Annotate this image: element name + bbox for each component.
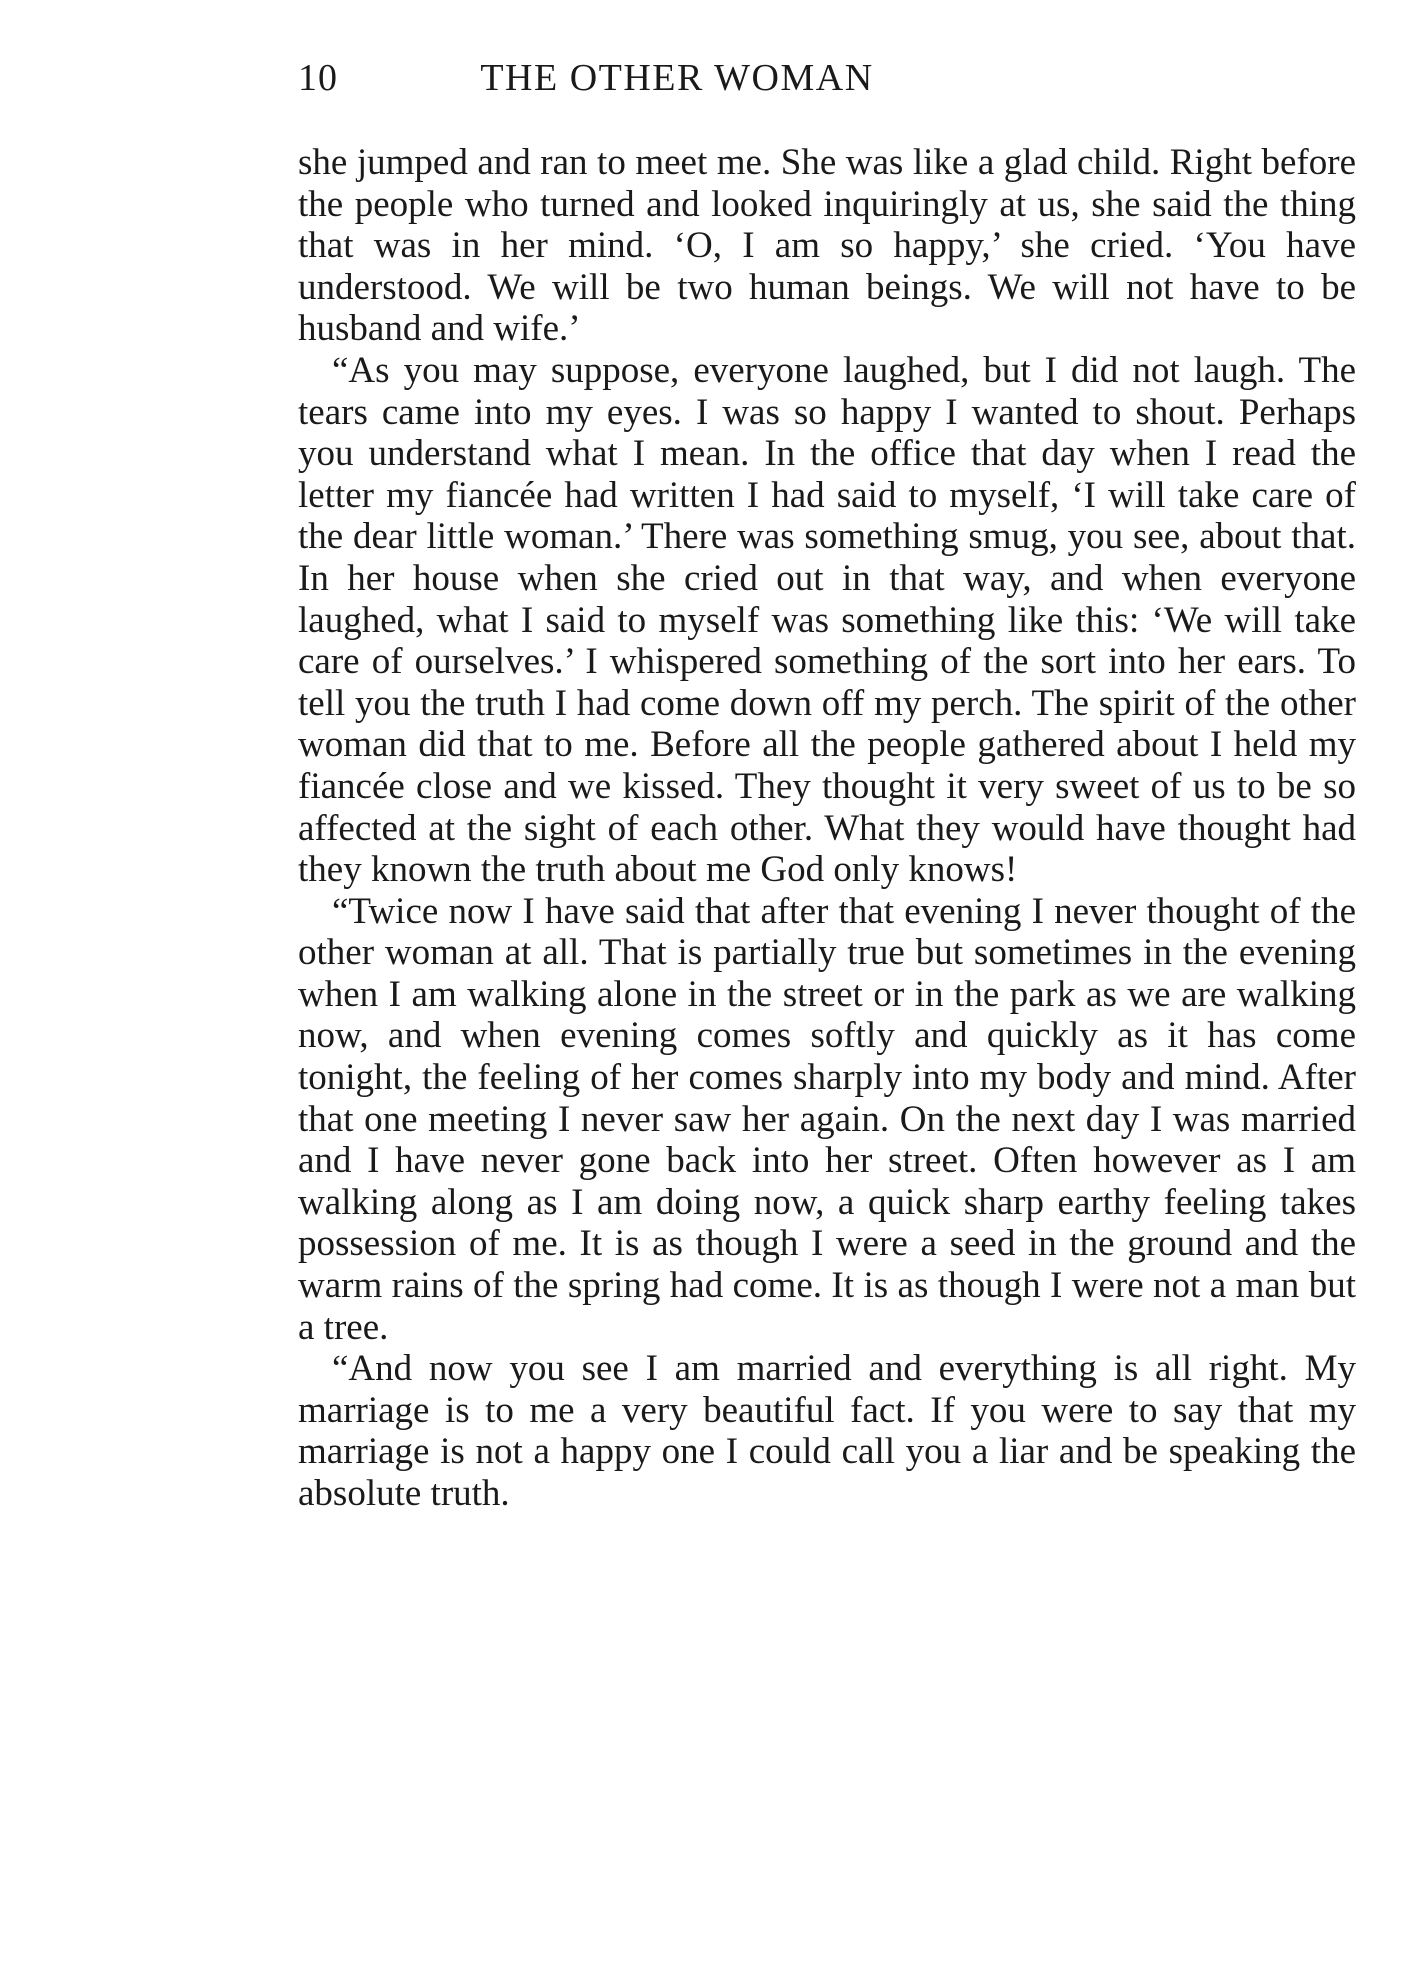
page-number: 10 [298,57,338,99]
paragraph-4: “And now you see I am married and everything is all right. My marriage is to me a very beautiful fact. If you were to say that my marriage is not a happy one I could call you a liar and be speaking the absolute truth. [298,1348,1356,1514]
body-text [298,142,1356,1515]
running-title: THE OTHER WOMAN [480,57,874,99]
paragraph-1: she jumped and ran to meet me. She was like a glad child. Right before the people who turned and looked inquiringly at us, she said the thing that was in her mind. ‘O, I am so happy,’ she cried. ‘You have understood. We will be two human beings. We will not have to be husband and wife.’ [298,142,1356,350]
paragraph-2: “As you may suppose, everyone laughed, but I did not laugh. The tears came into my eyes. I was so happy I wanted to shout. Perhaps you understand what I mean. In the office that day when I read the letter my fiancée had written I had said to myself, ‘I will take care of the dear little woman.’ There was something smug, you see, about that. In her house when she cried out in that way, and when everyone laughed, what I said to myself was something like this: ‘We will take care of ourselves.’ I whispered something of the sort into her ears. To tell you the truth I had come down off my perch. The spirit of the other woman did that to me. Before all the people gathered about I held my fiancée close and we kissed. They thought it very sweet of us to be so affected at the sight of each other. What they would have thought had they known the truth about me God only knows! [298,349,1356,891]
page-header [298,56,1056,112]
paragraph-3: “Twice now I have said that after that evening I never thought of the other woman at all. That is partially true but sometimes in the evening when I am walking alone in the street or in the park as we are walking now, and when evening comes softly and quickly as it has come tonight, the feeling of her comes sharply into my body and mind. After that one meeting I never saw her again. On the next day I was married and I have never gone back into her street. Often however as I am walking along as I am doing now, a quick sharp earthy feeling takes possession of me. It is as though I were a seed in the ground and the warm rains of the spring had come. It is as though I were not a man but a tree. [298,890,1356,1348]
